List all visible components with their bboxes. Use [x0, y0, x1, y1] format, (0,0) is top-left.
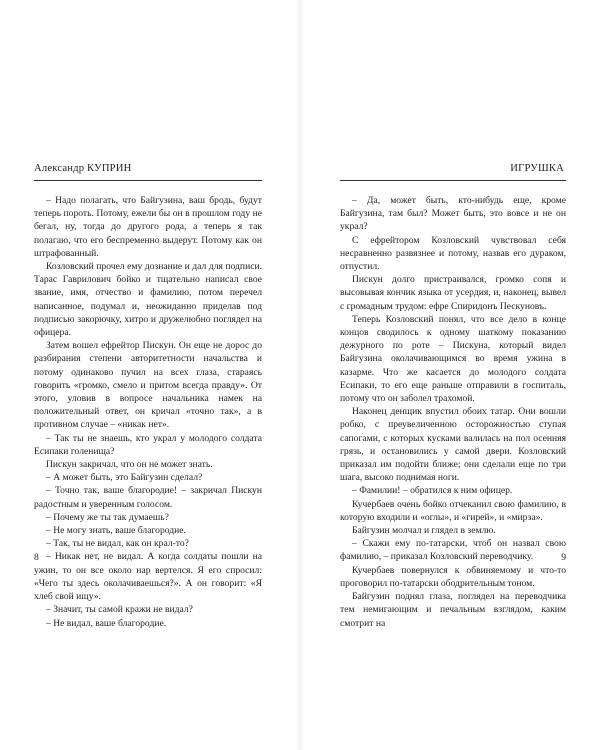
paragraph: – Точно так, ваше благородие! – закричал Пискун радостным и уверенным голосом. [34, 485, 262, 510]
paragraph: Кучербаев повернулся к обвиняемому и что-то проговорил по-татарски ободрительным тоном. [340, 564, 566, 589]
paragraph: – Никак нет, не видал. А когда солдаты пошли на ужин, то он все около нар вертелся. Я его спросил: «Чего ты здесь околачиваешься?». А он говорит: «Я хлеб свой ищу». [34, 551, 262, 603]
paragraph: – Не видал, ваше благородие. [46, 617, 167, 629]
paragraph: – Значит, ты самой кражи не видал? [46, 604, 193, 616]
paragraph: Байгузин молчал и глядел в землю. [352, 525, 496, 537]
paragraph: Затем вошел ефрейтор Пискун. Он еще не дорос до разбирания степени авторитетности начальства и потому одинаково пучил на всех глаза, стараясь говорить «громко, смело и притом всегда правду». От этого, уловив в вопросе начальника намек на положительный ответ, он кричал «точно так», а в противном случае – «никак нет». [34, 340, 262, 431]
paragraph: – Да, может быть, кто-нибудь еще, кроме Байгузина, там был? Может быть, это вовсе и не он украл? [340, 195, 566, 233]
right-page [300, 0, 600, 750]
page-number: 9 [561, 552, 566, 563]
header-rule [340, 180, 566, 181]
paragraph: Козловский прочел ему дознание и дал для подписи. Тарас Гаврилович бойко и тщательно написал свое звание, имя, отчество и фамилию, потом перечел написанное, подумал и, неожиданно приделав под подписью закорючку, хитро и дружелюбно поглядел на офицера. [34, 261, 262, 339]
paragraph: Кучербаев очень бойко отчеканил свою фамилию, в которую входили и «оглы», и «гирей», и «мирза». [340, 498, 566, 523]
paragraph: Пискун долго пристраивался, громко сопя и высовывая кончик языка от усердия, и, наконец, вывел с громадным трудом: ефре Спиридонъ Пескуновъ. [340, 274, 566, 312]
paragraph: – Не могу знать, ваше благородие. [46, 525, 186, 537]
paragraph: Теперь Козловский понял, что все дело в конце концов сводилось к одному шаткому показанию дежурного по роте – Пискуна, который видел Байгузина околачивающимся во время ужина в казарме. Что же касается до молодого солдата Есипаки, то его еще раньше отправили в госпиталь, потому что он заболел трахомой. [340, 313, 566, 405]
running-header-title: ИГРУШКА [510, 163, 564, 174]
paragraph: – А может быть, это Байгузин сделал? [46, 472, 203, 484]
paragraph: Байгузин поднял глаза, поглядел на переводчика тем немигающим и печальным взглядом, каким смотрит на [340, 591, 566, 629]
header-rule [34, 180, 262, 181]
paragraph: – Фамилии! – обратился к ним офицер. [352, 485, 513, 497]
running-header-author: Александр КУПРИН [34, 163, 132, 174]
paragraph: Наконец денщик впустил обоих татар. Они вошли робко, с преувеличенною осторожностью ступая сапогами, с которых кусками валилась на пол осенняя грязь, и остановились у самой двери. Козловский приказал им подойти ближе; они сделали еще по три шага, высоко поднимая ноги. [340, 406, 566, 484]
paragraph: – Так ты не знаешь, кто украл у молодого солдата Есипаки голенища? [34, 432, 262, 457]
paragraph: – Надо полагать, что Байгузина, ваш бродь, будут теперь пороть. Потому, ежели бы он в прошлом году не бегал, ну, тогда до другого рода, а теперь я так полагаю, что его беспременно выдерут. Потому как он штрафованный. [34, 195, 262, 259]
page-text [340, 194, 566, 630]
page-number: 8 [34, 552, 39, 563]
paragraph: Пискун закричал, что он не может знать. [46, 459, 213, 471]
paragraph: – Так, ты не видал, как он крал-то? [46, 538, 189, 550]
paragraph: – Скажи ему по-татарски, чтоб он назвал свою фамилию, – приказал Козловский переводчику. [340, 538, 566, 563]
paragraph: С ефрейтором Козловский чувствовал себя несравненно развязнее и потому, назвав его дураком, отпустил. [340, 234, 566, 273]
paragraph: – Почему же ты так думаешь? [46, 511, 169, 523]
page-text [34, 194, 262, 630]
